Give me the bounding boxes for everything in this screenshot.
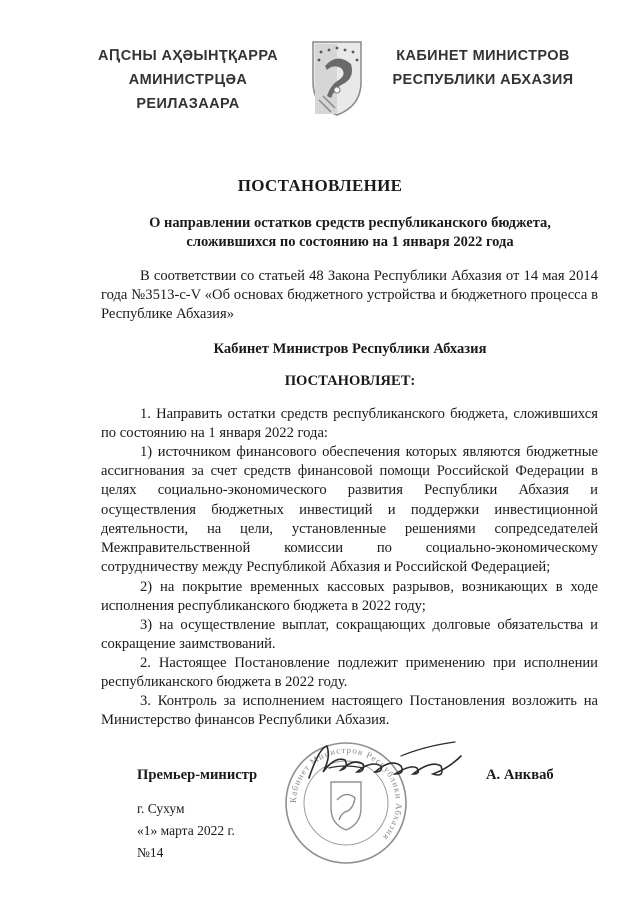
signatory-position: Премьер-министр — [137, 767, 258, 783]
header-right-line2: РЕСПУБЛИКИ АБХАЗИЯ — [392, 72, 574, 88]
clause-1-3: 3) на осуществление выплат, сокращающих долговые обязательства и сокращение заимствований. — [101, 617, 598, 653]
document-title: ПОСТАНОВЛЕНИЕ — [237, 176, 403, 195]
handwritten-signature — [305, 738, 465, 788]
signatory-name: А. Анкваб — [486, 767, 554, 783]
issuer-heading: Кабинет Министров Республики Абхазия — [213, 341, 487, 357]
clause-1-2: 2) на покрытие временных кассовых разрывов, возникающих в ходе исполнения республиканского бюджета в 2022 году; — [101, 579, 598, 615]
decrees-heading: ПОСТАНОВЛЯЕТ: — [284, 373, 416, 389]
footer-city: г. Сухум — [137, 801, 185, 816]
header-right-org — [376, 44, 590, 92]
footer-date: «1» марта 2022 г. — [137, 823, 235, 838]
footer-number: №14 — [137, 845, 164, 860]
stamp-ring-text: Кабинет Министров Республики Абхазия — [287, 744, 405, 843]
clause-1: 1. Направить остатки средств республиканского бюджета, сложившихся по состоянию на 1 января 2022 года: — [101, 406, 598, 442]
subtitle-line2: сложившихся по состоянию на 1 января 2022 года — [186, 234, 514, 250]
subtitle-line1: О направлении остатков средств республиканского бюджета, — [149, 215, 551, 231]
clause-2: 2. Настоящее Постановление подлежит применению при исполнении республиканского бюджета в 2022 году. — [101, 655, 598, 691]
header-left-line2: АМИНИСТРЦӘА РЕИЛАЗААРА — [128, 72, 248, 112]
header-left-org — [80, 44, 296, 116]
header-right-line1: КАБИНЕТ МИНИСТРОВ — [396, 48, 570, 64]
preamble-paragraph: В соответствии со статьей 48 Закона Республики Абхазия от 14 мая 2014 года №3513-с-V «Об основах бюджетного устройства и бюджетного процесса в Республике Абхазия» — [101, 268, 598, 323]
header-left-line1: АԤСНЫ АҲӘЫНҬҚАРРА — [98, 48, 278, 64]
state-emblem-icon — [309, 38, 365, 118]
clause-1-1: 1) источником финансового обеспечения которых являются бюджетные ассигнования за счет средств финансовой помощи Российской Федерации в целях социально-экономического развития Республики Абхазия и осуществления бюджетных инвестиций и поддержки инвестиционной деятельности, на цели, установленные решениями сопредседателей Межправительственной комиссии по социально-экономическому сотрудничеству между Республикой Абхазия и Российской Федерацией; — [101, 444, 598, 576]
clause-3: 3. Контроль за исполнением настоящего Постановления возложить на Министерство финансов Республики Абхазия. — [101, 693, 598, 729]
document-subtitle — [100, 214, 600, 252]
